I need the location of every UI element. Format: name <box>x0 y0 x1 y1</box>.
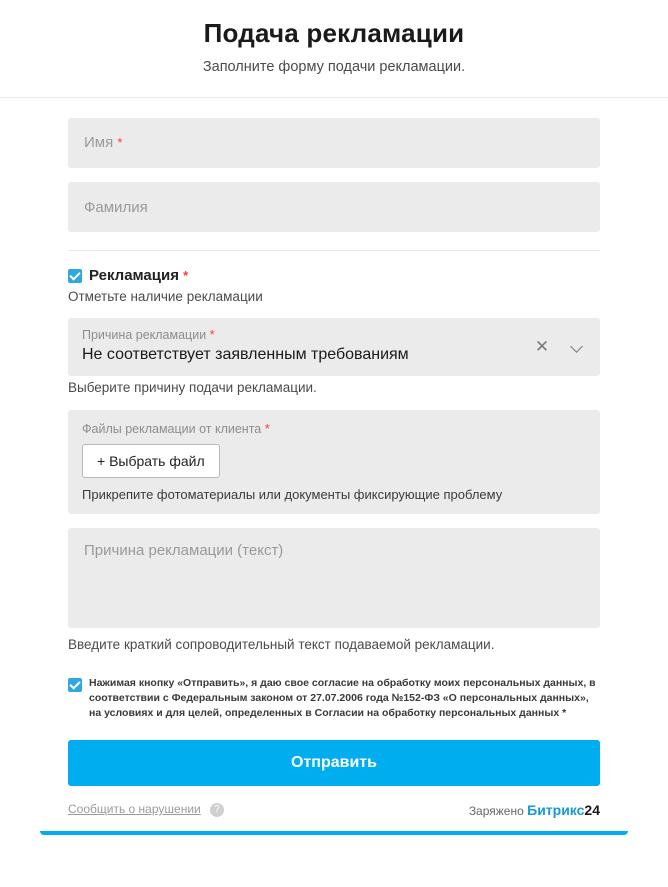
chevron-down-icon[interactable] <box>572 342 584 350</box>
page-subtitle: Заполните форму подачи рекламации. <box>202 59 466 76</box>
claim-checkbox[interactable] <box>68 269 82 283</box>
reason-select-caption <box>82 327 586 342</box>
claim-helper-text: Отметьте наличие рекламации <box>68 289 263 305</box>
spacer <box>68 514 600 528</box>
surname-input[interactable] <box>68 182 600 232</box>
file-upload-helper: Прикрепите фотоматериалы или документы фиксирующие проблему <box>82 486 503 502</box>
form-header <box>0 0 668 98</box>
consent-row[interactable] <box>68 676 600 722</box>
file-upload-caption-text: Файлы рекламации от клиента <box>82 421 262 436</box>
claim-required-marker: * <box>183 268 189 284</box>
field-name <box>68 118 600 168</box>
consent-text: Нажимая кнопку «Отправить», я даю свое согласие на обработку моих персональных данных, в соответствии с Федеральным законом от 27.07.2006 года №152-ФЗ «О персональных данных», на условиях и для целей, определенных в Согласии на обработку персональных данных * <box>89 676 596 720</box>
reason-select[interactable] <box>68 318 600 376</box>
bitrix-brand[interactable]: Битрикс <box>527 801 585 818</box>
report-violation-block <box>68 802 224 817</box>
close-icon[interactable]: ✕ <box>534 337 550 357</box>
choose-file-button[interactable]: + Выбрать файл <box>82 444 220 478</box>
form-footer <box>0 786 668 818</box>
reason-select-caption-text: Причина рекламации <box>82 328 207 343</box>
reason-text-helper: Введите краткий сопроводительный текст подаваемой рекламации. <box>68 636 495 652</box>
reason-helper-text: Выберите причину подачи рекламации. <box>68 380 317 396</box>
submit-button[interactable]: Отправить <box>68 740 600 786</box>
claim-checkbox-row[interactable] <box>68 267 600 285</box>
reason-textarea[interactable] <box>68 528 600 628</box>
consent-checkbox[interactable] <box>68 678 82 692</box>
file-required-marker: * <box>264 420 270 436</box>
name-placeholder: Имя * <box>84 134 123 152</box>
bottom-accent-bar <box>40 831 628 835</box>
page-title: Подача рекламации <box>203 18 465 48</box>
field-surname <box>68 182 600 232</box>
form-body <box>0 98 668 785</box>
file-upload-caption <box>82 421 586 436</box>
report-violation-link[interactable]: Сообщить о нарушении <box>68 802 201 817</box>
section-divider <box>68 250 600 251</box>
powered-by-prefix: Заряжено <box>468 803 524 818</box>
bitrix-24-suffix[interactable]: 24 <box>584 801 600 818</box>
reason-required-marker: * <box>209 327 215 343</box>
powered-by <box>469 802 600 818</box>
help-icon[interactable]: ? <box>210 803 224 817</box>
name-input[interactable] <box>68 118 600 168</box>
claim-checkbox-label <box>89 267 188 285</box>
file-upload-box <box>68 410 600 514</box>
claim-checkbox-text: Рекламация <box>89 267 179 285</box>
reason-select-value: Не соответствует заявленным требованиям <box>82 346 409 364</box>
name-input-wrapper <box>68 118 600 168</box>
